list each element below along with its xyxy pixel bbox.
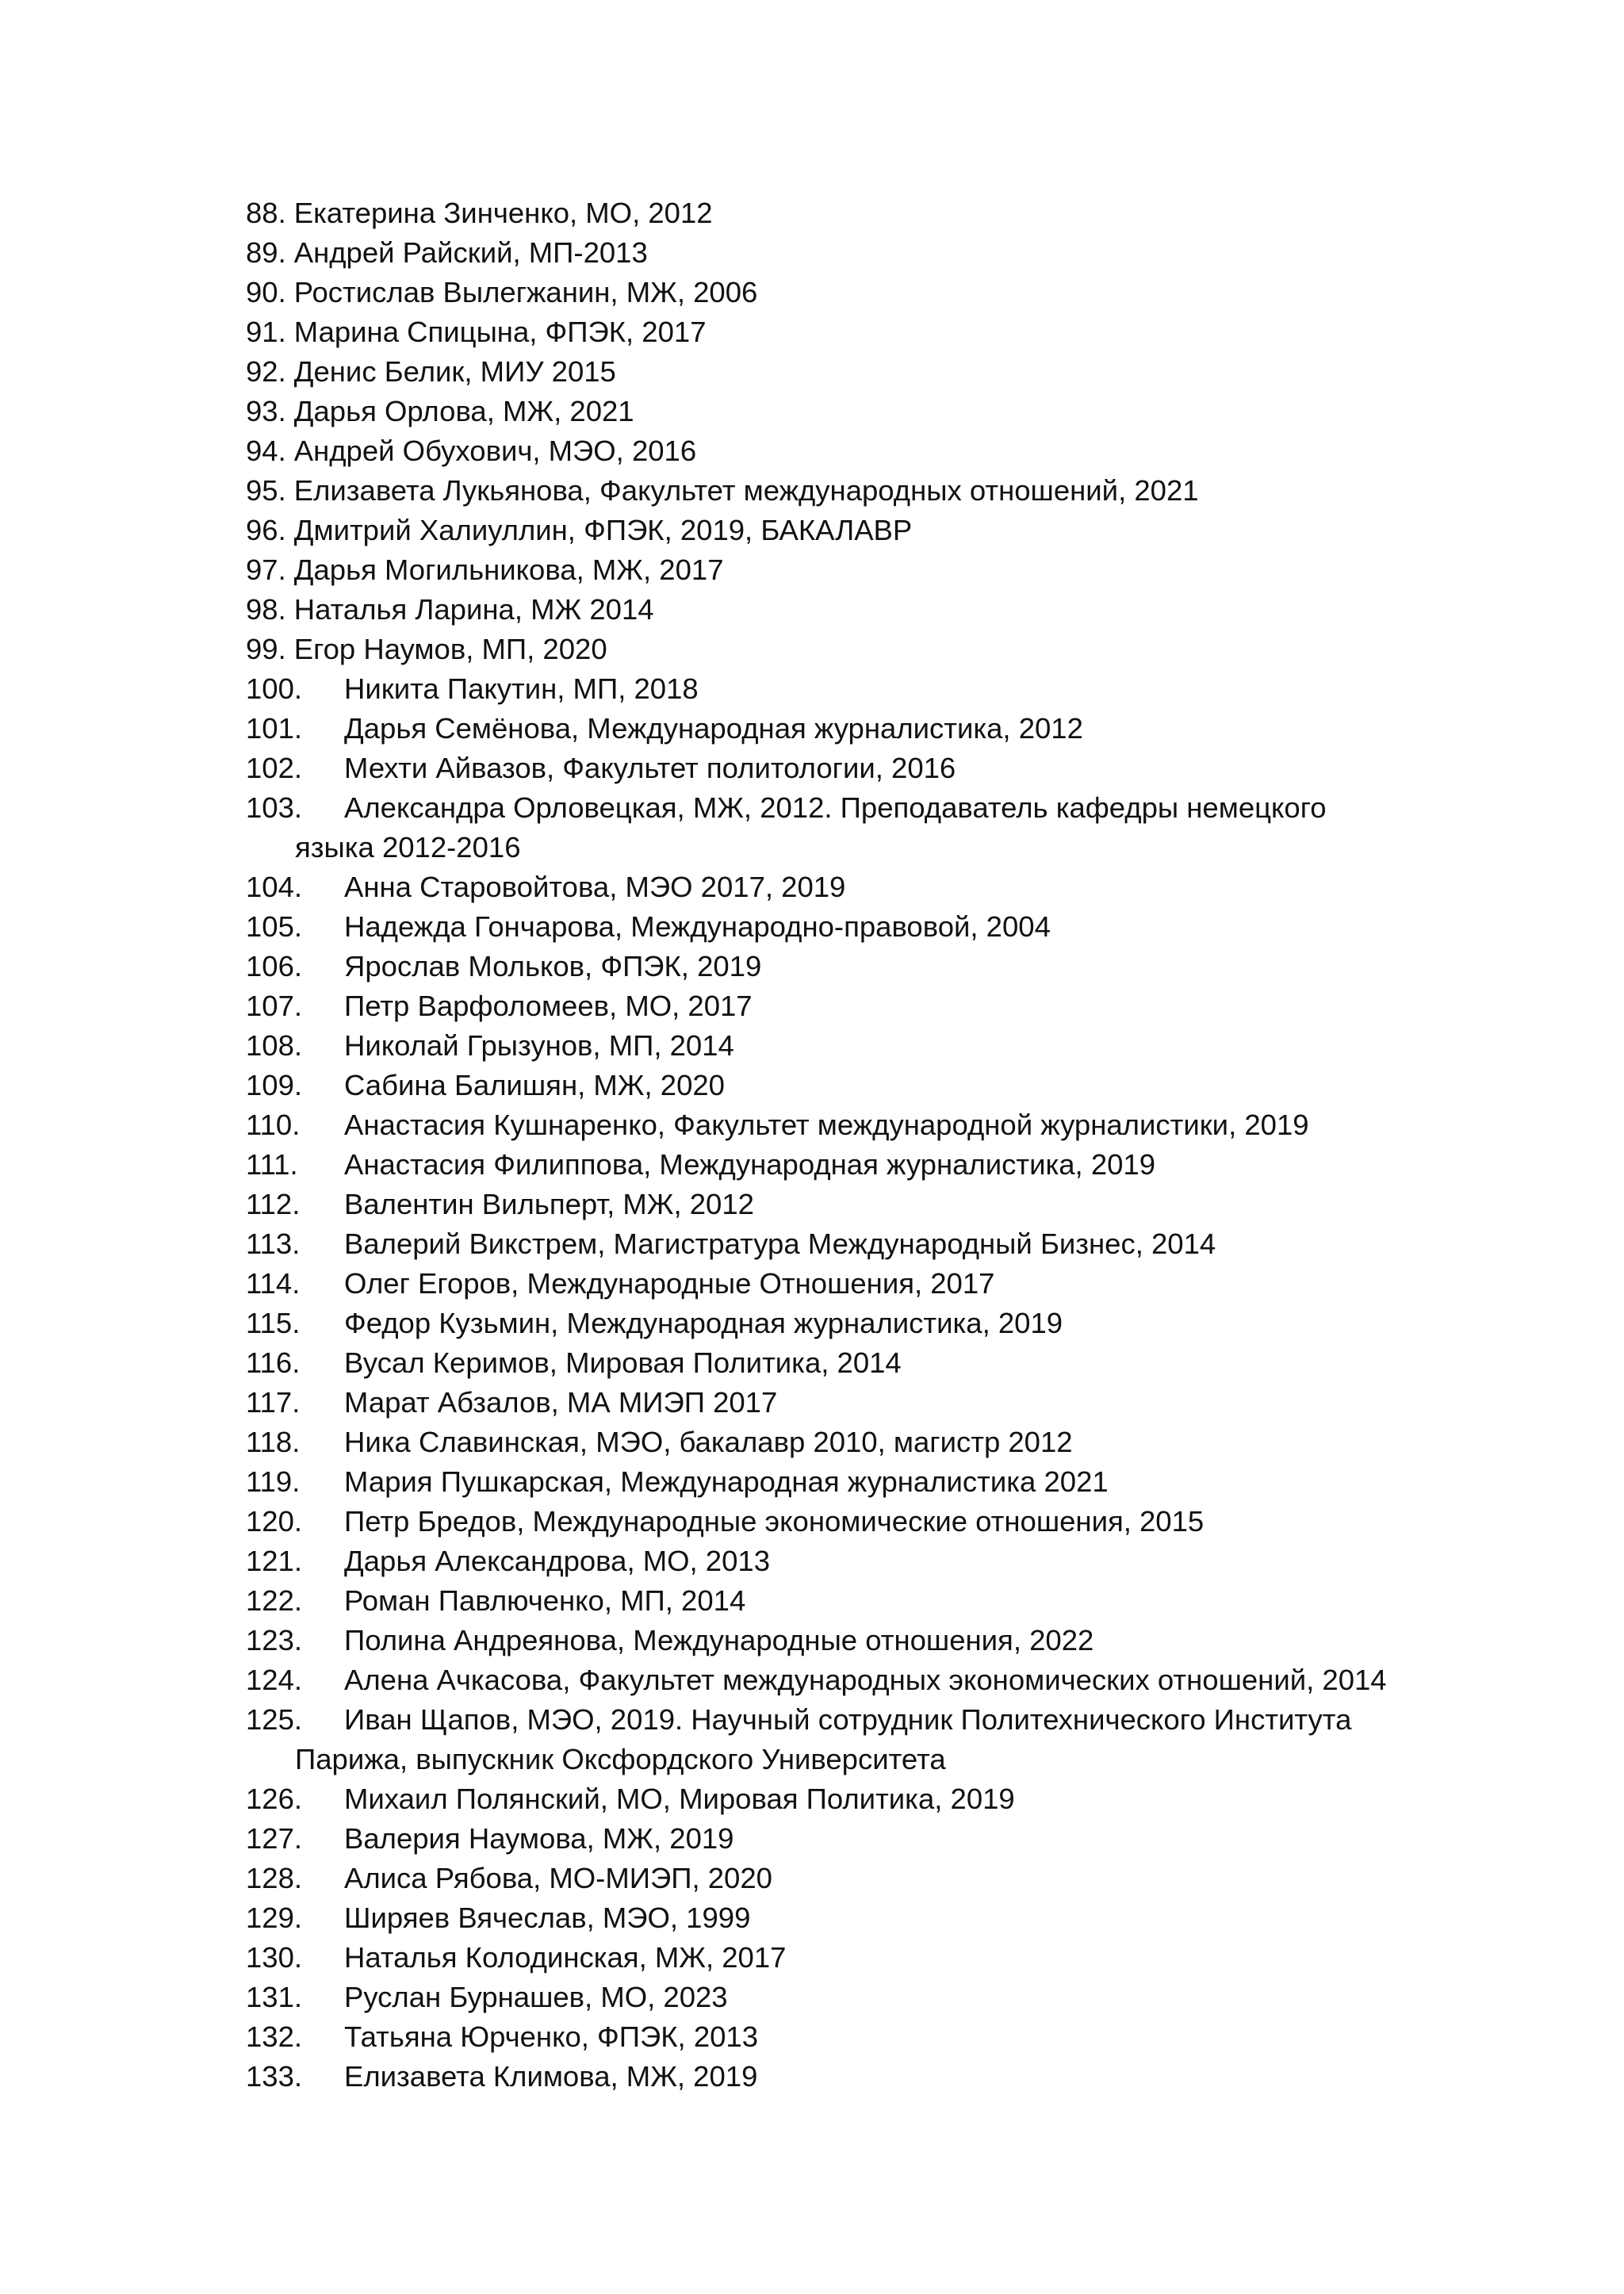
list-item-number: 121. <box>246 1545 303 1577</box>
list-item-text: Надежда Гончарова, Международно-правовой, 2004 <box>344 910 1051 943</box>
list-item-number: 114. <box>246 1267 301 1300</box>
list-item-number: 122. <box>246 1584 303 1617</box>
list-item-continuation <box>246 828 1432 867</box>
list-item <box>246 630 1432 669</box>
list-item <box>246 907 1432 947</box>
list-item-text: Екатерина Зинченко, МО, 2012 <box>293 197 713 229</box>
list-item-number: 126. <box>246 1783 303 1815</box>
list-item <box>246 471 1432 511</box>
list-item-number: 103. <box>246 791 303 824</box>
list-item-number: 102. <box>246 752 303 784</box>
list-item <box>246 1859 1432 1898</box>
list-item-number: 112. <box>246 1188 301 1220</box>
list-item-number: 125. <box>246 1703 303 1736</box>
list-item <box>246 1621 1432 1660</box>
list-item-text: Елизавета Климова, МЖ, 2019 <box>344 2060 758 2093</box>
list-item <box>246 788 1432 828</box>
list-item-text: Марина Спицына, ФПЭК, 2017 <box>293 316 707 348</box>
list-item-number: 88. <box>246 197 286 229</box>
list-item-number: 94. <box>246 435 286 467</box>
list-item <box>246 1502 1432 1541</box>
list-item <box>246 749 1432 788</box>
list-item-text: Валерия Наумова, МЖ, 2019 <box>344 1822 734 1855</box>
list-item-number: 110. <box>246 1109 301 1141</box>
list-item-text: Дарья Могильникова, МЖ, 2017 <box>293 553 724 586</box>
list-item-number: 104. <box>246 871 303 903</box>
list-item <box>246 431 1432 471</box>
list-item-text: Анна Старовойтова, МЭО 2017, 2019 <box>344 871 846 903</box>
list-item-text: Петр Бредов, Международные экономические отношения, 2015 <box>344 1505 1205 1538</box>
list-item-text: Наталья Колодинская, МЖ, 2017 <box>344 1941 787 1974</box>
list-item <box>246 352 1432 392</box>
list-item-text: Елизавета Лукьянова, Факультет международных отношений, 2021 <box>293 474 1199 507</box>
list-item-number: 105. <box>246 910 303 943</box>
list-item-text: Иван Щапов, МЭО, 2019. Научный сотрудник Политехнического Института <box>344 1703 1352 1736</box>
list-item-number: 131. <box>246 1981 303 2013</box>
alumni-list <box>246 193 1432 2097</box>
list-item <box>246 1700 1432 1740</box>
list-item <box>246 709 1432 749</box>
list-item-number: 132. <box>246 2020 303 2053</box>
list-item-continuation-text: Парижа, выпускник Оксфордского Университета <box>295 1743 946 1775</box>
list-item-number: 91. <box>246 316 286 348</box>
list-item-text: Андрей Райский, МП-2013 <box>293 236 648 269</box>
list-item-number: 90. <box>246 276 286 308</box>
list-item-number: 124. <box>246 1664 303 1696</box>
list-item <box>246 1145 1432 1185</box>
list-item <box>246 1304 1432 1343</box>
list-item-text: Дарья Орлова, МЖ, 2021 <box>293 395 634 427</box>
list-item-text: Ника Славинская, МЭО, бакалавр 2010, магистр 2012 <box>344 1426 1073 1458</box>
list-item <box>246 590 1432 630</box>
list-item-text: Татьяна Юрченко, ФПЭК, 2013 <box>344 2020 759 2053</box>
list-item-number: 92. <box>246 355 286 388</box>
list-item-number: 89. <box>246 236 286 269</box>
list-item-number: 106. <box>246 950 303 982</box>
list-item-number: 117. <box>246 1386 301 1419</box>
list-item-number: 99. <box>246 633 286 665</box>
list-item-number: 118. <box>246 1426 301 1458</box>
list-item-number: 133. <box>246 2060 303 2093</box>
list-item <box>246 193 1432 233</box>
list-item <box>246 1581 1432 1621</box>
list-item-number: 107. <box>246 990 303 1022</box>
list-item <box>246 2057 1432 2097</box>
list-item <box>246 1026 1432 1066</box>
list-item-number: 129. <box>246 1901 303 1934</box>
list-item-number: 119. <box>246 1465 301 1498</box>
list-item-text: Сабина Балишян, МЖ, 2020 <box>344 1069 725 1101</box>
list-item <box>246 233 1432 273</box>
list-item <box>246 1938 1432 1978</box>
list-item-text: Мария Пушкарская, Международная журналистика 2021 <box>344 1465 1109 1498</box>
list-item <box>246 669 1432 709</box>
list-item <box>246 392 1432 431</box>
list-item-text: Дарья Семёнова, Международная журналистика, 2012 <box>344 712 1083 745</box>
list-item-text: Ширяев Вячеслав, МЭО, 1999 <box>344 1901 751 1934</box>
list-item-number: 120. <box>246 1505 303 1538</box>
list-item-number: 101. <box>246 712 303 745</box>
list-item <box>246 1343 1432 1383</box>
list-item-text: Анастасия Кушнаренко, Факультет международной журналистики, 2019 <box>344 1109 1309 1141</box>
list-item-text: Петр Варфоломеев, МО, 2017 <box>344 990 753 1022</box>
list-item-continuation-text: языка 2012-2016 <box>295 831 521 864</box>
list-item-text: Валерий Викстрем, Магистратура Международный Бизнес, 2014 <box>344 1227 1216 1260</box>
list-item-text: Александра Орловецкая, МЖ, 2012. Преподаватель кафедры немецкого <box>344 791 1327 824</box>
list-item <box>246 1779 1432 1819</box>
list-item <box>246 1898 1432 1938</box>
list-item <box>246 986 1432 1026</box>
list-item-number: 130. <box>246 1941 303 1974</box>
list-item-number: 98. <box>246 593 286 626</box>
list-item-text: Михаил Полянский, МО, Мировая Политика, 2019 <box>344 1783 1015 1815</box>
list-item <box>246 1066 1432 1105</box>
list-item-text: Никита Пакутин, МП, 2018 <box>344 672 699 705</box>
list-item-number: 111. <box>246 1148 298 1181</box>
list-item <box>246 312 1432 352</box>
list-item-text: Ростислав Вылегжанин, МЖ, 2006 <box>293 276 758 308</box>
list-item <box>246 1105 1432 1145</box>
list-item-number: 116. <box>246 1346 301 1379</box>
list-item-text: Наталья Ларина, МЖ 2014 <box>293 593 654 626</box>
list-item-text: Денис Белик, МИУ 2015 <box>293 355 616 388</box>
list-item-text: Полина Андреянова, Международные отношения, 2022 <box>344 1624 1094 1656</box>
list-item-number: 109. <box>246 1069 303 1101</box>
list-item-text: Дарья Александрова, МО, 2013 <box>344 1545 771 1577</box>
list-item-text: Марат Абзалов, МА МИЭП 2017 <box>344 1386 778 1419</box>
list-item <box>246 947 1432 986</box>
list-item-number: 127. <box>246 1822 303 1855</box>
list-item-text: Руслан Бурнашев, МО, 2023 <box>344 1981 728 2013</box>
list-item-text: Алена Ачкасова, Факультет международных экономических отношений, 2014 <box>344 1664 1387 1696</box>
list-item <box>246 1383 1432 1423</box>
list-item <box>246 2017 1432 2057</box>
list-item-text: Олег Егоров, Международные Отношения, 2017 <box>344 1267 995 1300</box>
list-item-text: Федор Кузьмин, Международная журналистика, 2019 <box>344 1307 1063 1339</box>
list-item <box>246 1462 1432 1502</box>
list-item <box>246 273 1432 312</box>
list-item <box>246 1423 1432 1462</box>
list-item-text: Андрей Обухович, МЭО, 2016 <box>293 435 697 467</box>
list-item <box>246 1660 1432 1700</box>
list-item <box>246 1224 1432 1264</box>
list-item-text: Анастасия Филиппова, Международная журналистика, 2019 <box>344 1148 1156 1181</box>
list-item <box>246 867 1432 907</box>
list-item <box>246 1541 1432 1581</box>
list-item-number: 128. <box>246 1862 303 1894</box>
list-item <box>246 511 1432 550</box>
list-item <box>246 1264 1432 1304</box>
list-item-text: Егор Наумов, МП, 2020 <box>293 633 607 665</box>
list-item-number: 113. <box>246 1227 301 1260</box>
list-item-number: 95. <box>246 474 286 507</box>
list-item-text: Ярослав Мольков, ФПЭК, 2019 <box>344 950 762 982</box>
list-item-number: 93. <box>246 395 286 427</box>
list-item-number: 115. <box>246 1307 301 1339</box>
list-item-number: 96. <box>246 514 286 546</box>
list-item-text: Николай Грызунов, МП, 2014 <box>344 1029 734 1062</box>
list-item-number: 108. <box>246 1029 303 1062</box>
list-item-text: Алиса Рябова, МО-МИЭП, 2020 <box>344 1862 772 1894</box>
list-item <box>246 1978 1432 2017</box>
list-item <box>246 550 1432 590</box>
list-item-number: 97. <box>246 553 286 586</box>
list-item-continuation <box>246 1740 1432 1779</box>
list-item-text: Мехти Айвазов, Факультет политологии, 2016 <box>344 752 956 784</box>
list-item-text: Дмитрий Халиуллин, ФПЭК, 2019, БАКАЛАВР <box>293 514 913 546</box>
list-item-text: Вусал Керимов, Мировая Политика, 2014 <box>344 1346 902 1379</box>
list-item <box>246 1185 1432 1224</box>
list-item-number: 100. <box>246 672 303 705</box>
list-item-text: Роман Павлюченко, МП, 2014 <box>344 1584 746 1617</box>
list-item-text: Валентин Вильперт, МЖ, 2012 <box>344 1188 754 1220</box>
list-item <box>246 1819 1432 1859</box>
list-item-number: 123. <box>246 1624 303 1656</box>
